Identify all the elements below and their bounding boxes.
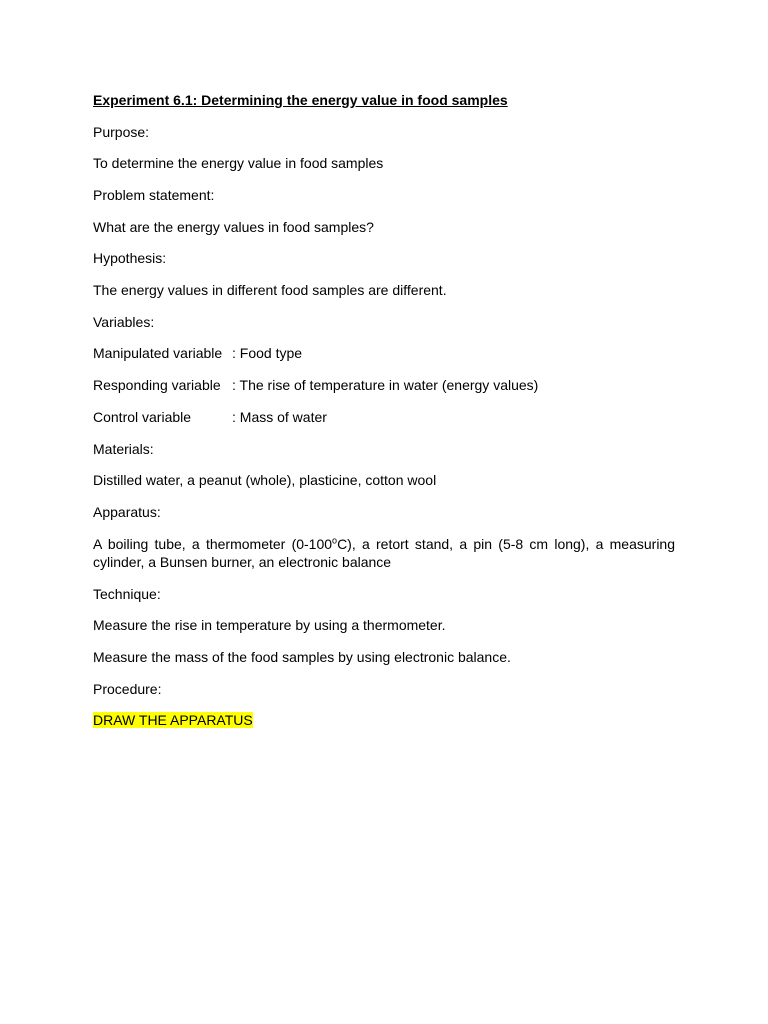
variable-label: Responding variable <box>93 377 221 393</box>
materials-text: Distilled water, a peanut (whole), plasticine, cotton wool <box>93 472 437 488</box>
purpose-text: To determine the energy value in food samples <box>93 155 384 171</box>
technique-line: Measure the rise in temperature by using a thermometer. <box>93 617 446 633</box>
variable-row-control <box>93 408 327 426</box>
apparatus-heading: Apparatus: <box>93 504 161 520</box>
degree-symbol: o <box>332 535 338 546</box>
apparatus-text-part2: C), a retort stand, a pin (5-8 cm long), a measuring cylinder, a Bunsen burner, an electronic balance <box>93 536 676 570</box>
highlighted-instruction: DRAW THE APPARATUS <box>93 712 253 728</box>
variable-value: : Food type <box>232 345 303 361</box>
apparatus-text-part1: A boiling tube, a thermometer (0-100 <box>93 536 333 552</box>
procedure-instruction <box>93 711 253 729</box>
variable-row-manipulated <box>93 344 302 362</box>
variable-row-responding <box>93 376 538 394</box>
hypothesis-text: The energy values in different food samples are different. <box>93 282 447 298</box>
experiment-title: Experiment 6.1: Determining the energy value in food samples <box>93 92 508 108</box>
technique-heading: Technique: <box>93 586 161 602</box>
apparatus-text <box>93 535 675 571</box>
variable-value: : The rise of temperature in water (energy values) <box>232 377 539 393</box>
procedure-heading: Procedure: <box>93 681 162 697</box>
variable-label: Manipulated variable <box>93 345 223 361</box>
materials-heading: Materials: <box>93 441 154 457</box>
problem-heading: Problem statement: <box>93 187 215 203</box>
hypothesis-heading: Hypothesis: <box>93 250 167 266</box>
variable-label: Control variable <box>93 409 192 425</box>
variable-value: : Mass of water <box>232 409 327 425</box>
purpose-heading: Purpose: <box>93 124 150 140</box>
variables-heading: Variables: <box>93 314 155 330</box>
problem-text: What are the energy values in food samples? <box>93 219 374 235</box>
technique-line: Measure the mass of the food samples by using electronic balance. <box>93 649 511 665</box>
